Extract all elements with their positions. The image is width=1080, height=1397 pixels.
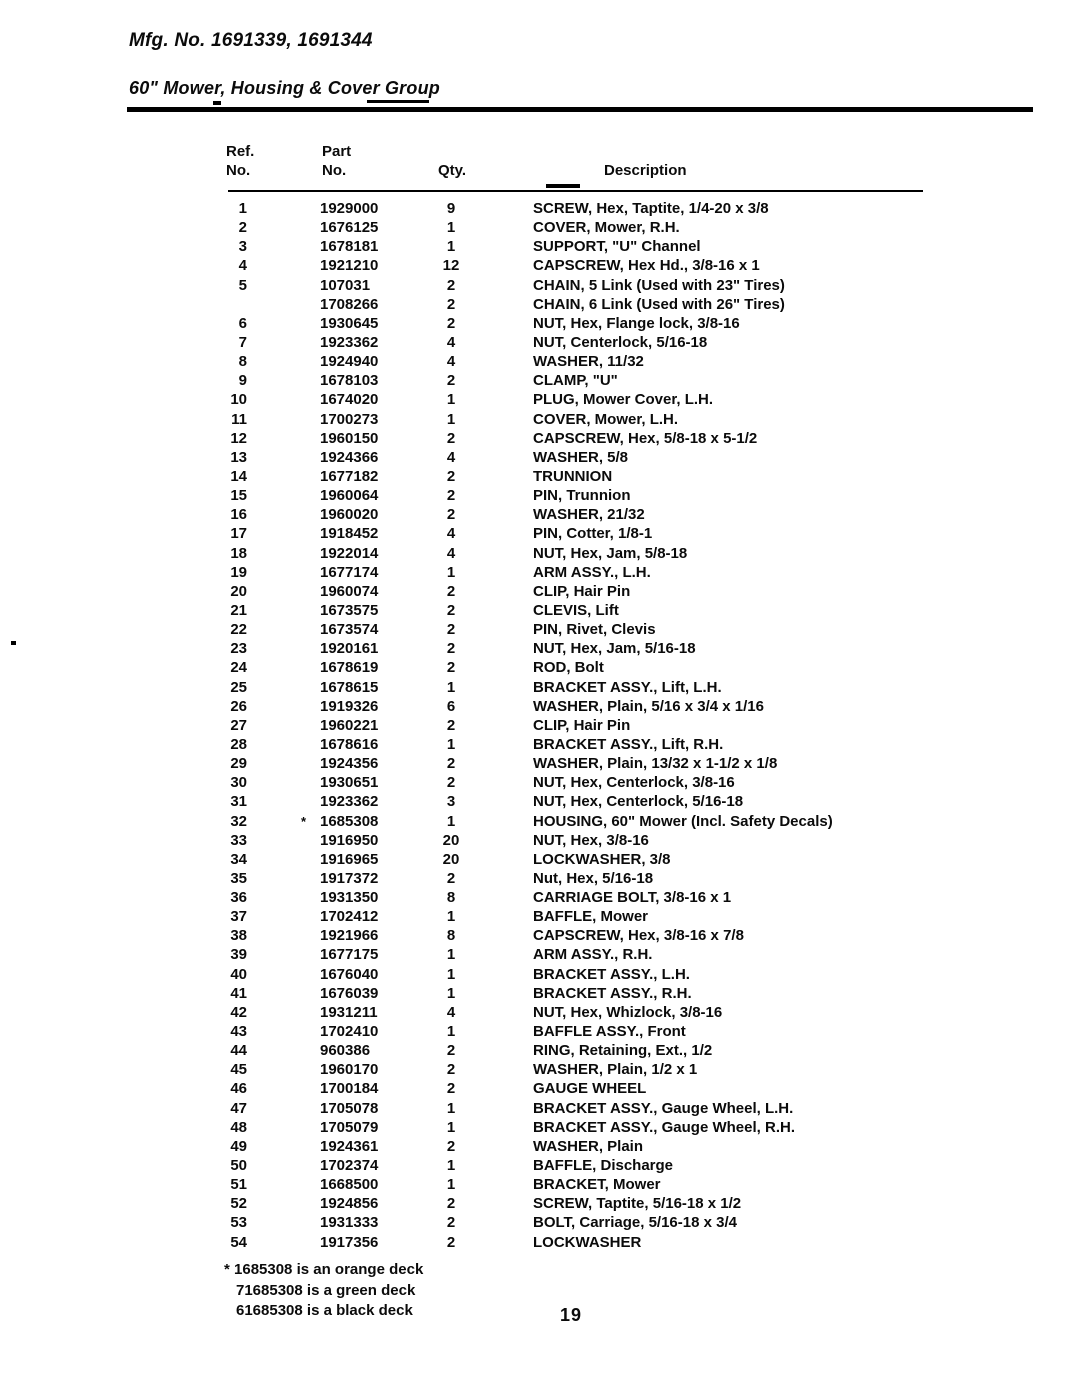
- part-no-cell: 1916950: [320, 831, 379, 849]
- description-cell: NUT, Centerlock, 5/16-18: [533, 333, 708, 351]
- part-no-cell: 960386: [320, 1042, 371, 1060]
- table-row: [0, 1194, 1080, 1213]
- table-row: [0, 276, 1080, 295]
- ref-no-cell: 1: [238, 200, 247, 217]
- part-no-cell: 1960150: [320, 429, 379, 447]
- part-no-cell: 1708266: [320, 295, 379, 313]
- footnote-green-deck: 71685308 is a green deck: [236, 1282, 416, 1299]
- description-cell: CAPSCREW, Hex, 3/8-16 x 7/8: [533, 927, 744, 945]
- ref-no-cell: 21: [230, 601, 247, 619]
- table-row: [0, 1137, 1080, 1156]
- part-no-cell: 1678181: [320, 238, 379, 256]
- table-row: [0, 735, 1080, 754]
- table-row: [0, 1022, 1080, 1041]
- part-no-cell: 1678615: [320, 678, 379, 696]
- parts-table-body: [0, 199, 1080, 1252]
- qty-cell: 1: [446, 678, 456, 696]
- qty-cell: 2: [446, 506, 456, 524]
- table-row: [0, 888, 1080, 907]
- part-no-cell: 1702412: [320, 908, 379, 926]
- description-cell: CAPSCREW, Hex Hd., 3/8-16 x 1: [533, 257, 760, 275]
- qty-cell: 2: [446, 487, 456, 505]
- description-cell: LOCKWASHER: [533, 1233, 642, 1251]
- description-cell: CARRIAGE BOLT, 3/8-16 x 1: [533, 889, 732, 907]
- qty-cell: 1: [446, 946, 456, 964]
- part-no-cell: 1924366: [320, 448, 379, 466]
- description-cell: WASHER, 11/32: [533, 353, 644, 371]
- part-no-cell: 1918452: [320, 525, 379, 543]
- qty-cell: 1: [446, 410, 456, 428]
- table-row: [0, 716, 1080, 735]
- qty-cell: 9: [446, 200, 456, 217]
- description-cell: SUPPORT, "U" Channel: [533, 238, 701, 256]
- col-header-ref-line2: No.: [226, 162, 251, 179]
- table-row: [0, 926, 1080, 945]
- table-row: [0, 237, 1080, 256]
- part-no-cell: 1668500: [320, 1176, 379, 1194]
- ref-no-cell: 45: [230, 1061, 247, 1079]
- ref-no-cell: 51: [230, 1176, 247, 1194]
- ref-no-cell: 46: [230, 1080, 247, 1098]
- description-cell: NUT, Hex, 3/8-16: [533, 831, 649, 849]
- part-no-cell: 1678103: [320, 372, 379, 390]
- ref-no-cell: 25: [230, 678, 247, 696]
- description-cell: HOUSING, 60" Mower (Incl. Safety Decals): [533, 812, 833, 830]
- description-cell: BRACKET, Mower: [533, 1176, 661, 1194]
- part-no-cell: 1923362: [320, 793, 379, 811]
- table-row: [0, 1156, 1080, 1175]
- qty-cell: 1: [446, 965, 456, 983]
- description-cell: NUT, Hex, Centerlock, 3/8-16: [533, 774, 735, 792]
- description-cell: LOCKWASHER, 3/8: [533, 850, 671, 868]
- part-no-cell: 1924856: [320, 1195, 379, 1213]
- ref-no-cell: 27: [230, 716, 247, 734]
- qty-cell: 2: [446, 601, 456, 619]
- part-no-cell: 1921210: [320, 257, 379, 275]
- ref-no-cell: 15: [230, 487, 247, 505]
- table-row: [0, 467, 1080, 486]
- table-row: [0, 429, 1080, 448]
- ref-no-cell: 3: [238, 238, 247, 256]
- ref-no-cell: 36: [230, 889, 247, 907]
- ref-no-cell: 43: [230, 1023, 247, 1041]
- part-no-cell: 1673575: [320, 601, 379, 619]
- part-no-cell: 1678616: [320, 735, 379, 753]
- description-cell: ARM ASSY., R.H.: [533, 946, 653, 964]
- part-no-cell: 1960221: [320, 716, 379, 734]
- part-no-cell: 1924940: [320, 353, 379, 371]
- description-cell: BRACKET ASSY., L.H.: [533, 965, 690, 983]
- part-no-cell: 1702410: [320, 1023, 379, 1041]
- mfg-number-line: Mfg. No. 1691339, 1691344: [129, 30, 373, 51]
- part-no-cell: 1676125: [320, 219, 379, 237]
- ref-no-cell: 8: [238, 353, 247, 371]
- part-no-cell: 1702374: [320, 1157, 379, 1175]
- part-no-cell: 1960020: [320, 506, 379, 524]
- qty-cell: 1: [446, 1099, 456, 1117]
- qty-cell: 2: [446, 774, 456, 792]
- table-row: [0, 792, 1080, 811]
- ref-no-cell: 29: [230, 755, 247, 773]
- table-row: [0, 563, 1080, 582]
- part-no-cell: 1919326: [320, 697, 379, 715]
- description-cell: TRUNNION: [533, 467, 613, 485]
- scan-artifact-dot: [11, 641, 16, 645]
- page-title: 60" Mower, Housing & Cover Group: [129, 78, 440, 98]
- table-row: [0, 831, 1080, 850]
- part-no-cell: 1677182: [320, 467, 379, 485]
- part-no-cell: 1931333: [320, 1214, 379, 1232]
- ref-no-cell: 33: [230, 831, 247, 849]
- ref-no-cell: 2: [238, 219, 247, 237]
- table-row: [0, 1233, 1080, 1252]
- part-no-cell: 1700184: [320, 1080, 379, 1098]
- ref-no-cell: 11: [231, 410, 247, 428]
- table-row: [0, 1213, 1080, 1232]
- description-cell: WASHER, 5/8: [533, 448, 629, 466]
- description-cell: PIN, Rivet, Clevis: [533, 621, 656, 639]
- qty-cell: 2: [446, 755, 456, 773]
- description-cell: BRACKET ASSY., Lift, R.H.: [533, 735, 724, 753]
- part-no-cell: 1929000: [320, 200, 379, 217]
- description-cell: PLUG, Mower Cover, L.H.: [533, 391, 714, 409]
- part-no-cell: 1700273: [320, 410, 379, 428]
- qty-cell: 4: [446, 448, 456, 466]
- qty-cell: 2: [446, 1080, 456, 1098]
- qty-cell: 2: [446, 1042, 456, 1060]
- qty-cell: 1: [446, 735, 456, 753]
- table-row: [0, 945, 1080, 964]
- table-row: [0, 620, 1080, 639]
- part-no-cell: 1916965: [320, 850, 379, 868]
- ref-no-cell: 50: [230, 1157, 247, 1175]
- qty-cell: 2: [446, 295, 456, 313]
- table-row: [0, 1099, 1080, 1118]
- ref-no-cell: 6: [238, 314, 247, 332]
- table-row: [0, 850, 1080, 869]
- ref-no-cell: 31: [230, 793, 247, 811]
- part-no-cell: 1921966: [320, 927, 379, 945]
- description-cell: PIN, Trunnion: [533, 487, 631, 505]
- table-row: [0, 371, 1080, 390]
- qty-cell: 2: [446, 467, 456, 485]
- scan-artifact-underdash: [546, 184, 580, 188]
- ref-no-cell: 17: [230, 525, 247, 543]
- table-row: [0, 333, 1080, 352]
- description-cell: NUT, Hex, Jam, 5/16-18: [533, 640, 696, 658]
- part-no-cell: 1705078: [320, 1099, 379, 1117]
- table-row: [0, 352, 1080, 371]
- qty-cell: 2: [446, 429, 456, 447]
- ref-no-cell: 10: [230, 391, 247, 409]
- qty-cell: 20: [442, 850, 460, 868]
- ref-no-cell: 9: [238, 372, 247, 390]
- qty-cell: 1: [446, 1176, 456, 1194]
- ref-no-cell: 13: [230, 448, 247, 466]
- description-cell: BRACKET ASSY., R.H.: [533, 984, 692, 1002]
- ref-no-cell: 41: [230, 984, 247, 1002]
- description-cell: PIN, Cotter, 1/8-1: [533, 525, 653, 543]
- part-no-cell: 1677174: [320, 563, 379, 581]
- ref-no-cell: 42: [230, 1003, 247, 1021]
- qty-cell: 2: [446, 1195, 456, 1213]
- description-cell: COVER, Mower, L.H.: [533, 410, 679, 428]
- footnote-black-deck: 61685308 is a black deck: [236, 1302, 413, 1319]
- description-cell: NUT, Hex, Whizlock, 3/8-16: [533, 1003, 723, 1021]
- part-no-cell: 1678619: [320, 659, 379, 677]
- description-cell: CHAIN, 6 Link (Used with 26" Tires): [533, 295, 785, 313]
- ref-no-cell: 14: [230, 467, 247, 485]
- table-header-rule: [228, 190, 923, 192]
- description-cell: WASHER, Plain, 13/32 x 1-1/2 x 1/8: [533, 755, 778, 773]
- part-no-cell: 1677175: [320, 946, 379, 964]
- part-no-cell: 1917372: [320, 869, 379, 887]
- ref-no-cell: 44: [230, 1042, 247, 1060]
- qty-cell: 1: [446, 1157, 456, 1175]
- table-row: [0, 812, 1080, 831]
- table-row: [0, 582, 1080, 601]
- ref-no-cell: 19: [230, 563, 247, 581]
- ref-no-cell: 32: [230, 812, 247, 830]
- ref-no-cell: 53: [230, 1214, 247, 1232]
- scan-artifact-dash: [367, 100, 429, 103]
- description-cell: Nut, Hex, 5/16-18: [533, 869, 654, 887]
- qty-cell: 1: [446, 1023, 456, 1041]
- description-cell: RING, Retaining, Ext., 1/2: [533, 1042, 713, 1060]
- table-row: [0, 907, 1080, 926]
- part-no-cell: 1685308: [320, 812, 379, 830]
- table-row: [0, 678, 1080, 697]
- qty-cell: 1: [446, 908, 456, 926]
- description-cell: WASHER, Plain, 5/16 x 3/4 x 1/16: [533, 697, 764, 715]
- qty-cell: 4: [446, 333, 456, 351]
- qty-cell: 1: [446, 219, 456, 237]
- table-row: [0, 524, 1080, 543]
- part-no-cell: 1960064: [320, 487, 379, 505]
- description-cell: CLEVIS, Lift: [533, 601, 619, 619]
- ref-no-cell: 24: [230, 659, 247, 677]
- part-no-cell: 1930645: [320, 314, 379, 332]
- qty-cell: 2: [446, 276, 456, 294]
- ref-no-cell: 34: [230, 850, 247, 868]
- description-cell: WASHER, Plain, 1/2 x 1: [533, 1061, 698, 1079]
- qty-cell: 1: [446, 238, 456, 256]
- part-no-cell: 1917356: [320, 1233, 379, 1251]
- ref-no-cell: 16: [230, 506, 247, 524]
- table-row: [0, 505, 1080, 524]
- qty-cell: 4: [446, 525, 456, 543]
- description-cell: NUT, Hex, Jam, 5/8-18: [533, 544, 688, 562]
- col-header-qty: Qty.: [438, 162, 467, 179]
- table-row: [0, 1003, 1080, 1022]
- qty-cell: 3: [446, 793, 456, 811]
- description-cell: SCREW, Hex, Taptite, 1/4-20 x 3/8: [533, 200, 769, 217]
- table-row: [0, 448, 1080, 467]
- description-cell: BRACKET ASSY., Gauge Wheel, R.H.: [533, 1118, 795, 1136]
- table-row: [0, 256, 1080, 275]
- ref-no-cell: 4: [238, 257, 247, 275]
- qty-cell: 2: [446, 372, 456, 390]
- qty-cell: 2: [446, 640, 456, 658]
- table-row: [0, 754, 1080, 773]
- qty-cell: 2: [446, 869, 456, 887]
- table-row: [0, 658, 1080, 677]
- ref-no-cell: 30: [230, 774, 247, 792]
- qty-cell: 8: [446, 889, 456, 907]
- qty-cell: 2: [446, 1137, 456, 1155]
- part-no-cell: 1674020: [320, 391, 379, 409]
- qty-cell: 2: [446, 659, 456, 677]
- ref-no-cell: 54: [230, 1233, 247, 1251]
- part-no-cell: 1922014: [320, 544, 379, 562]
- qty-cell: 12: [442, 257, 460, 275]
- description-cell: BRACKET ASSY., Lift, L.H.: [533, 678, 722, 696]
- part-no-cell: 1931211: [320, 1003, 378, 1021]
- part-no-cell: 1924361: [320, 1137, 379, 1155]
- table-row: [0, 486, 1080, 505]
- description-cell: CHAIN, 5 Link (Used with 23" Tires): [533, 276, 785, 294]
- table-row: [0, 1079, 1080, 1098]
- part-no-cell: 1705079: [320, 1118, 379, 1136]
- table-row: [0, 869, 1080, 888]
- qty-cell: 4: [446, 353, 456, 371]
- description-cell: BOLT, Carriage, 5/16-18 x 3/4: [533, 1214, 737, 1232]
- qty-cell: 1: [446, 984, 456, 1002]
- part-no-cell: 1676040: [320, 965, 379, 983]
- table-row: [0, 199, 1080, 218]
- description-cell: GAUGE WHEEL: [533, 1080, 647, 1098]
- table-row: [0, 390, 1080, 409]
- qty-cell: 1: [446, 812, 456, 830]
- description-cell: CAPSCREW, Hex, 5/8-18 x 5-1/2: [533, 429, 758, 447]
- description-cell: ARM ASSY., L.H.: [533, 563, 651, 581]
- ref-no-cell: 37: [230, 908, 247, 926]
- part-no-cell: 1960170: [320, 1061, 379, 1079]
- footnote-orange-deck: * 1685308 is an orange deck: [224, 1261, 424, 1278]
- ref-no-cell: 20: [230, 582, 247, 600]
- part-no-cell: 1931350: [320, 889, 379, 907]
- ref-no-cell: 38: [230, 927, 247, 945]
- table-row: [0, 544, 1080, 563]
- ref-no-cell: 23: [230, 640, 247, 658]
- qty-cell: 2: [446, 1214, 456, 1232]
- ref-no-cell: 22: [230, 621, 247, 639]
- ref-no-cell: 49: [230, 1137, 247, 1155]
- description-cell: CLAMP, "U": [533, 372, 618, 390]
- description-cell: NUT, Hex, Flange lock, 3/8-16: [533, 314, 740, 332]
- table-row: [0, 1175, 1080, 1194]
- col-header-description: Description: [604, 162, 687, 179]
- table-row: [0, 410, 1080, 429]
- description-cell: CLIP, Hair Pin: [533, 716, 631, 734]
- part-no-cell: 1960074: [320, 582, 379, 600]
- description-cell: BAFFLE, Mower: [533, 908, 648, 926]
- description-cell: BAFFLE ASSY., Front: [533, 1023, 686, 1041]
- table-row: [0, 601, 1080, 620]
- page-number: 19: [560, 1305, 583, 1325]
- part-no-cell: 1924356: [320, 755, 379, 773]
- col-header-part-no: [322, 142, 351, 180]
- description-cell: NUT, Hex, Centerlock, 5/16-18: [533, 793, 744, 811]
- part-no-cell: 1930651: [320, 774, 379, 792]
- description-cell: COVER, Mower, R.H.: [533, 219, 680, 237]
- scan-artifact-tick: [213, 101, 221, 105]
- ref-no-cell: 5: [238, 276, 247, 294]
- ref-no-cell: 12: [230, 429, 247, 447]
- table-row: [0, 965, 1080, 984]
- ref-no-cell: 18: [230, 544, 247, 562]
- description-cell: CLIP, Hair Pin: [533, 582, 631, 600]
- col-header-ref-line1: Ref.: [226, 143, 255, 160]
- ref-no-cell: 39: [230, 946, 247, 964]
- qty-cell: 1: [446, 391, 456, 409]
- description-cell: BAFFLE, Discharge: [533, 1157, 674, 1175]
- part-no-cell: 107031: [320, 276, 371, 294]
- description-cell: WASHER, 21/32: [533, 506, 645, 524]
- description-cell: ROD, Bolt: [533, 659, 604, 677]
- qty-cell: 2: [446, 582, 456, 600]
- part-no-cell: 1923362: [320, 333, 379, 351]
- col-header-part-line1: Part: [322, 143, 352, 160]
- ref-no-cell: 26: [230, 697, 247, 715]
- col-header-part-line2: No.: [322, 162, 347, 179]
- table-row: [0, 773, 1080, 792]
- ref-no-cell: 28: [230, 735, 247, 753]
- qty-cell: 2: [446, 621, 456, 639]
- table-row: [0, 218, 1080, 237]
- table-row: [0, 295, 1080, 314]
- table-row: [0, 1041, 1080, 1060]
- table-row: [0, 697, 1080, 716]
- col-header-ref-no: [226, 142, 254, 180]
- qty-cell: 1: [446, 1118, 456, 1136]
- qty-cell: 2: [446, 1233, 456, 1251]
- ref-no-cell: 47: [230, 1099, 247, 1117]
- qty-cell: 2: [446, 314, 456, 332]
- table-row: [0, 1060, 1080, 1079]
- ref-no-cell: 40: [230, 965, 247, 983]
- qty-cell: 4: [446, 544, 456, 562]
- header-rule: [127, 107, 1033, 112]
- description-cell: BRACKET ASSY., Gauge Wheel, L.H.: [533, 1099, 794, 1117]
- table-row: [0, 984, 1080, 1003]
- ref-no-cell: 48: [230, 1118, 247, 1136]
- qty-cell: 2: [446, 1061, 456, 1079]
- ref-no-cell: 35: [230, 869, 247, 887]
- description-cell: WASHER, Plain: [533, 1137, 644, 1155]
- ref-no-cell: 7: [238, 333, 247, 351]
- qty-cell: 6: [446, 697, 456, 715]
- qty-cell: 4: [446, 1003, 456, 1021]
- qty-cell: 1: [446, 563, 456, 581]
- qty-cell: 2: [446, 716, 456, 734]
- table-row: [0, 639, 1080, 658]
- part-no-cell: 1920161: [320, 640, 379, 658]
- ref-no-cell: 52: [230, 1195, 247, 1213]
- description-cell: SCREW, Taptite, 5/16-18 x 1/2: [533, 1195, 742, 1213]
- part-no-cell: 1673574: [320, 621, 379, 639]
- qty-cell: 8: [446, 927, 456, 945]
- footnote-marker: *: [301, 813, 307, 829]
- part-no-cell: 1676039: [320, 984, 379, 1002]
- table-row: [0, 314, 1080, 333]
- table-row: [0, 1118, 1080, 1137]
- qty-cell: 20: [442, 831, 460, 849]
